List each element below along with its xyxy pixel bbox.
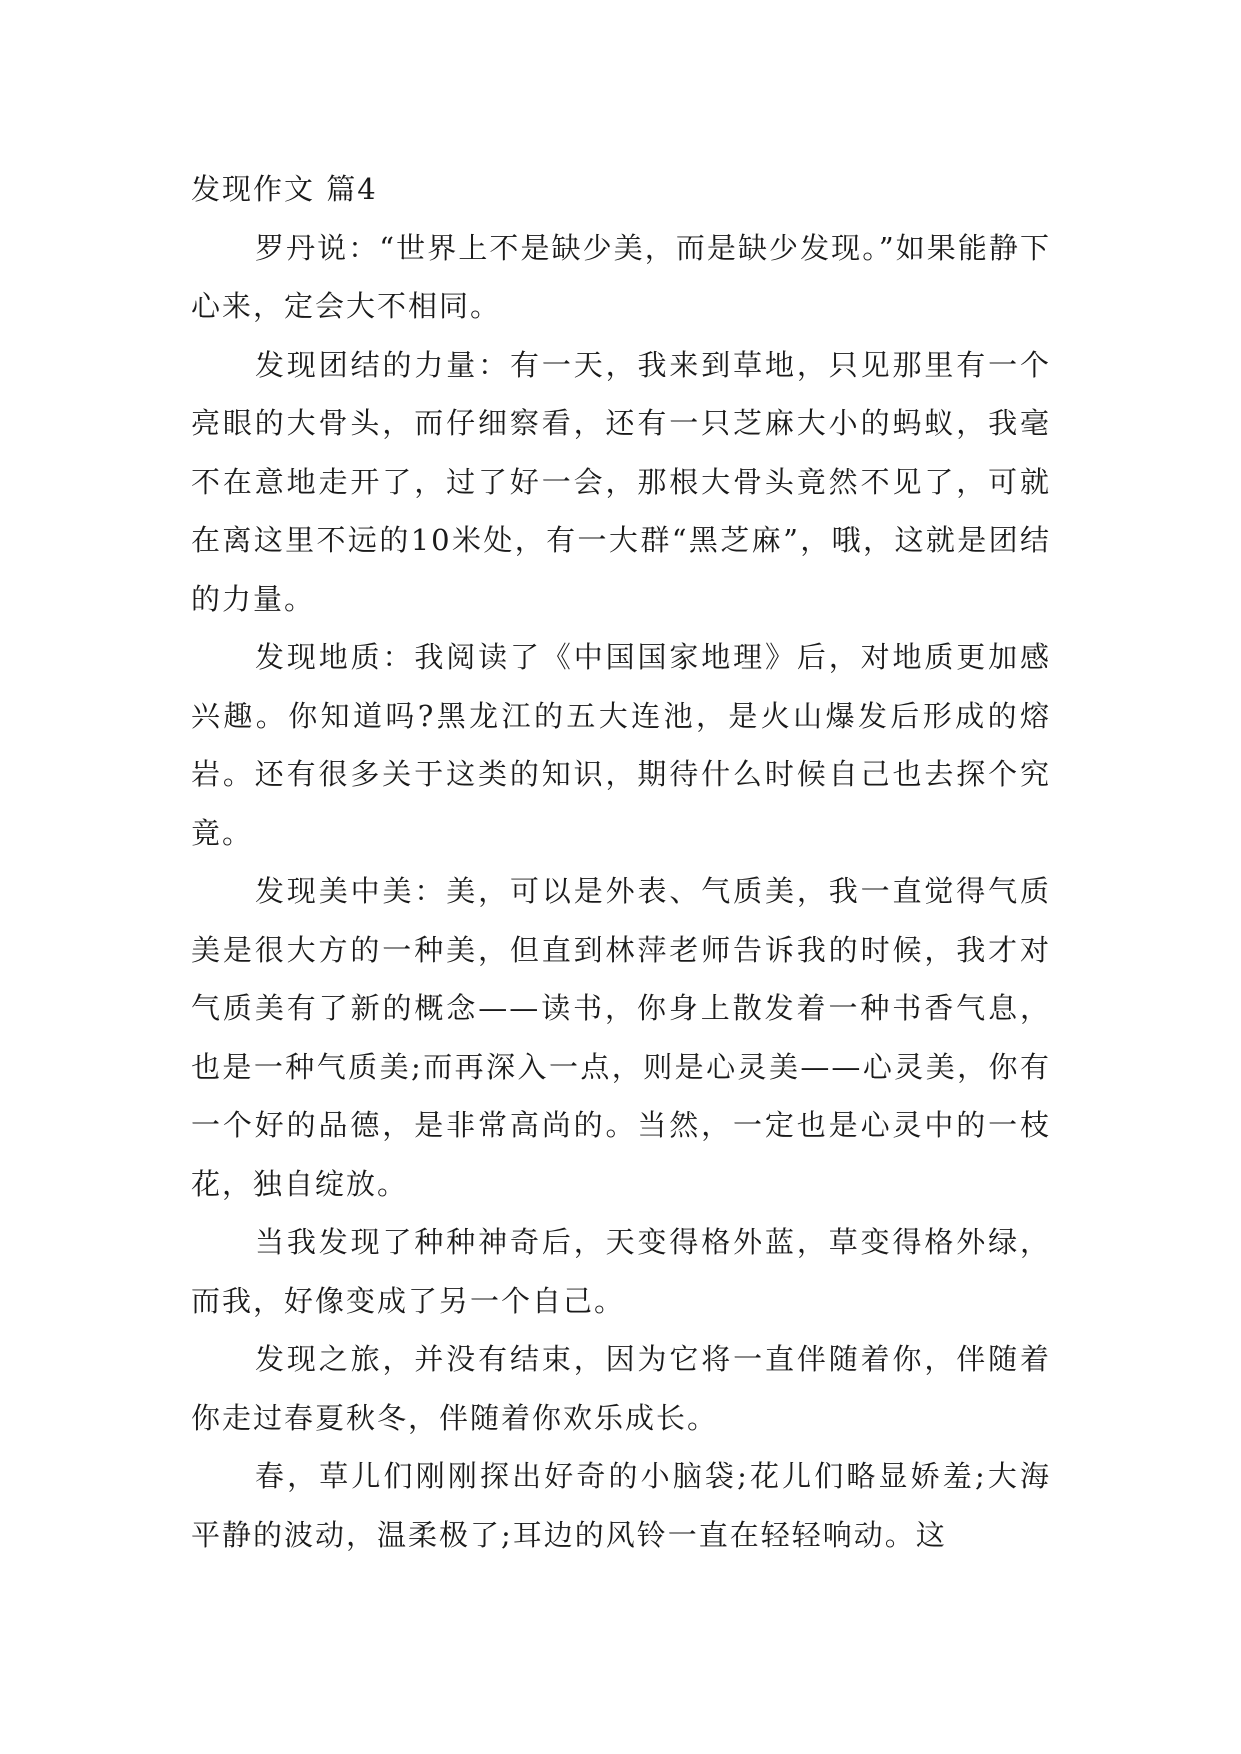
paragraph: 当我发现了种种神奇后，天变得格外蓝，草变得格外绿，而我，好像变成了另一个自己。: [191, 1225, 1051, 1318]
paragraph: 发现团结的力量：有一天，我来到草地，只见那里有一个亮眼的大骨头，而仔细察看，还有一只芝麻大小的蚂蚁，我毫不在意地走开了，过了好一会，那根大骨头竟然不见了，可就在离这里不远的10米处，有一大群“黑芝麻”，哦，这就是团结的力量。: [191, 347, 1051, 616]
paragraph: 罗丹说：“世界上不是缺少美，而是缺少发现。”如果能静下心来，定会大不相同。: [191, 230, 1051, 323]
paragraph: 发现地质：我阅读了《中国国家地理》后，对地质更加感兴趣。你知道吗?黑龙江的五大连池，是火山爆发后形成的熔岩。还有很多关于这类的知识，期待什么时候自己也去探个究竟。: [191, 640, 1051, 850]
paragraph: 发现之旅，并没有结束，因为它将一直伴随着你，伴随着你走过春夏秋冬，伴随着你欢乐成长。: [191, 1342, 1051, 1435]
paragraph: 发现美中美：美，可以是外表、气质美，我一直觉得气质美是很大方的一种美，但直到林萍老师告诉我的时候，我才对气质美有了新的概念——读书，你身上散发着一种书香气息，也是一种气质美;而再深入一点，则是心灵美——心灵美，你有一个好的品德，是非常高尚的。当然，一定也是心灵中的一枝花，独自绽放。: [191, 874, 1051, 1201]
paragraph: 春，草儿们刚刚探出好奇的小脑袋;花儿们略显娇羞;大海平静的波动，温柔极了;耳边的风铃一直在轻轻响动。这: [191, 1459, 1051, 1552]
article-title: 发现作文 篇4: [191, 172, 378, 206]
article-body: [191, 160, 1051, 1564]
